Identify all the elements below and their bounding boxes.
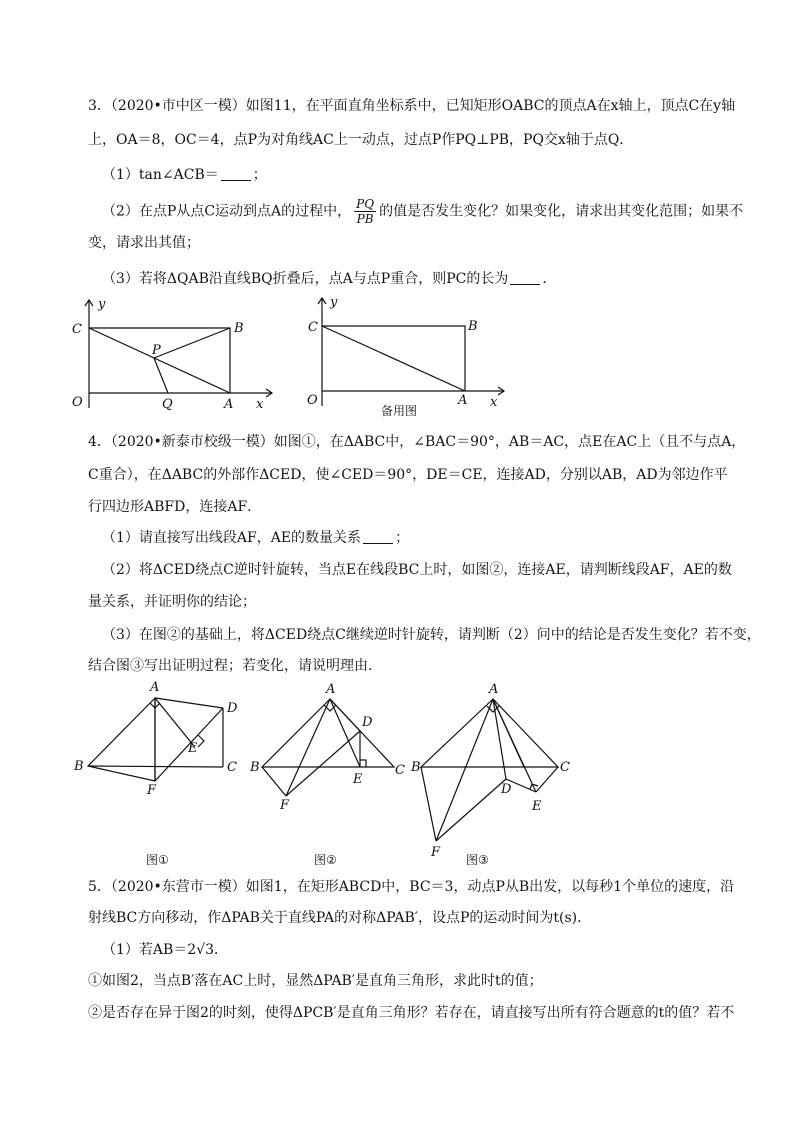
svg-text:x: x [490, 395, 498, 410]
svg-text:C: C [308, 320, 318, 335]
q3-part-1: （1）tan∠ACB＝ ； [102, 167, 267, 183]
spare-figure-caption: 备用图 [381, 404, 418, 418]
svg-text:y: y [98, 297, 106, 312]
svg-text:C: C [560, 760, 570, 775]
svg-text:C: C [227, 760, 237, 775]
q4-line-3: 行四边形ABFD，连接AF． [88, 499, 262, 515]
svg-text:F: F [431, 845, 441, 860]
q4-part-2: （2）将ΔCED绕点C逆时针旋转，当点E在线段BC上时，如图②，连接AE，请判断线段AF，AE的数 [102, 562, 732, 578]
fraction-pq-pb: $\frac{PQ}{PB}$ [356, 197, 375, 226]
svg-text:A: A [458, 393, 468, 408]
figure-2-caption: 图② [314, 853, 337, 867]
svg-text:A: A [150, 680, 160, 695]
figure-3-caption: 图③ [466, 853, 489, 867]
q4-part-3: （3）在图②的基础上，将ΔCED绕点C继续逆时针旋转，请判断（2）问中的结论是否发生变化？若不变， [102, 627, 761, 643]
q5-line-2: 射线BC方向移动，作ΔPAB关于直线PA的对称ΔPAB′，设点P的运动时间为t(s)． [88, 910, 592, 926]
svg-text:B: B [74, 759, 84, 774]
svg-text:O: O [307, 393, 318, 408]
answer-blank [510, 270, 540, 285]
svg-text:B: B [411, 760, 421, 775]
q4-line-1: 4．（2020•新泰市校级一模）如图①，在ΔABC中，∠BAC＝90°，AB＝AC，点E在AC上（且不与点A， [88, 434, 746, 450]
svg-text:x: x [256, 397, 264, 412]
q3-line-2: 上，OA＝8，OC＝4，点P为对角线AC上一动点，过点P作PQ⊥PB，PQ交x轴于点Q． [88, 132, 634, 148]
q4-figure-3 [405, 680, 585, 860]
svg-text:C: C [72, 322, 82, 337]
svg-text:D: D [362, 715, 373, 730]
svg-text:A: A [489, 682, 499, 697]
q3-part-2: （2）在点P从点C运动到点A的过程中， $\frac{PQ}{PB}$ 的值是否发生变化？如果变化，请求出其变化范围；如果不 [102, 197, 744, 226]
q5-part-1: （1）若AB＝2√3． [102, 942, 229, 958]
svg-text:D: D [501, 782, 512, 797]
svg-text:B: B [468, 319, 478, 334]
q3-line-1: 3．（2020•市中区一模）如图11，在平面直角坐标系中，已知矩形OABC的顶点A在x轴上，顶点C在y轴 [88, 98, 736, 114]
svg-text:A: A [326, 682, 336, 697]
q4-figure-1 [70, 675, 250, 798]
svg-text:D: D [227, 701, 238, 716]
svg-text:O: O [72, 395, 83, 410]
q5-line-1: 5．（2020•东营市一模）如图1，在矩形ABCD中，BC＝3，动点P从B出发，以每秒1个单位的速度，沿 [88, 879, 735, 895]
svg-text:y: y [330, 295, 338, 310]
q3-figure-spare [294, 290, 514, 415]
q3-part-2-cont: 变，请求出其值； [88, 235, 200, 251]
q5-part-1b: ②是否存在异于图2的时刻，使得ΔPCB′是直角三角形？若存在，请直接写出所有符合题意的t的值？若不 [88, 1005, 735, 1021]
figure-1-caption: 图① [146, 853, 169, 867]
q4-line-2: C重合），在ΔABC的外部作ΔCED，使∠CED＝90°，DE＝CE，连接AD，分别以AB，AD为邻边作平 [88, 467, 728, 483]
svg-text:E: E [353, 772, 363, 787]
svg-text:Q: Q [162, 397, 173, 412]
q3-part-3: （3）若将ΔQAB沿直线BQ折叠后，点A与点P重合，则PC的长为 ． [102, 271, 557, 287]
q4-figure-2 [250, 680, 410, 813]
q5-part-1a: ①如图2，当点B′落在AC上时，显然ΔPAB′是直角三角形，求此时t的值； [88, 973, 543, 989]
svg-text:E: E [188, 741, 198, 756]
q3-figure-main [60, 290, 280, 415]
svg-text:A: A [224, 397, 234, 412]
answer-blank [221, 166, 251, 181]
q4-part-3-cont: 结合图③写出证明过程；若变化，请说明理由． [88, 658, 382, 674]
svg-text:E: E [532, 799, 542, 814]
svg-text:C: C [395, 763, 405, 778]
svg-text:B: B [250, 760, 260, 775]
q4-part-1: （1）请直接写出线段AF，AE的数量关系 ； [102, 530, 410, 546]
svg-text:B: B [234, 321, 244, 336]
svg-text:P: P [152, 343, 161, 358]
answer-blank [363, 529, 393, 544]
svg-text:F: F [280, 798, 290, 813]
q4-part-2-cont: 量关系，并证明你的结论； [88, 594, 256, 610]
svg-text:F: F [147, 783, 157, 798]
